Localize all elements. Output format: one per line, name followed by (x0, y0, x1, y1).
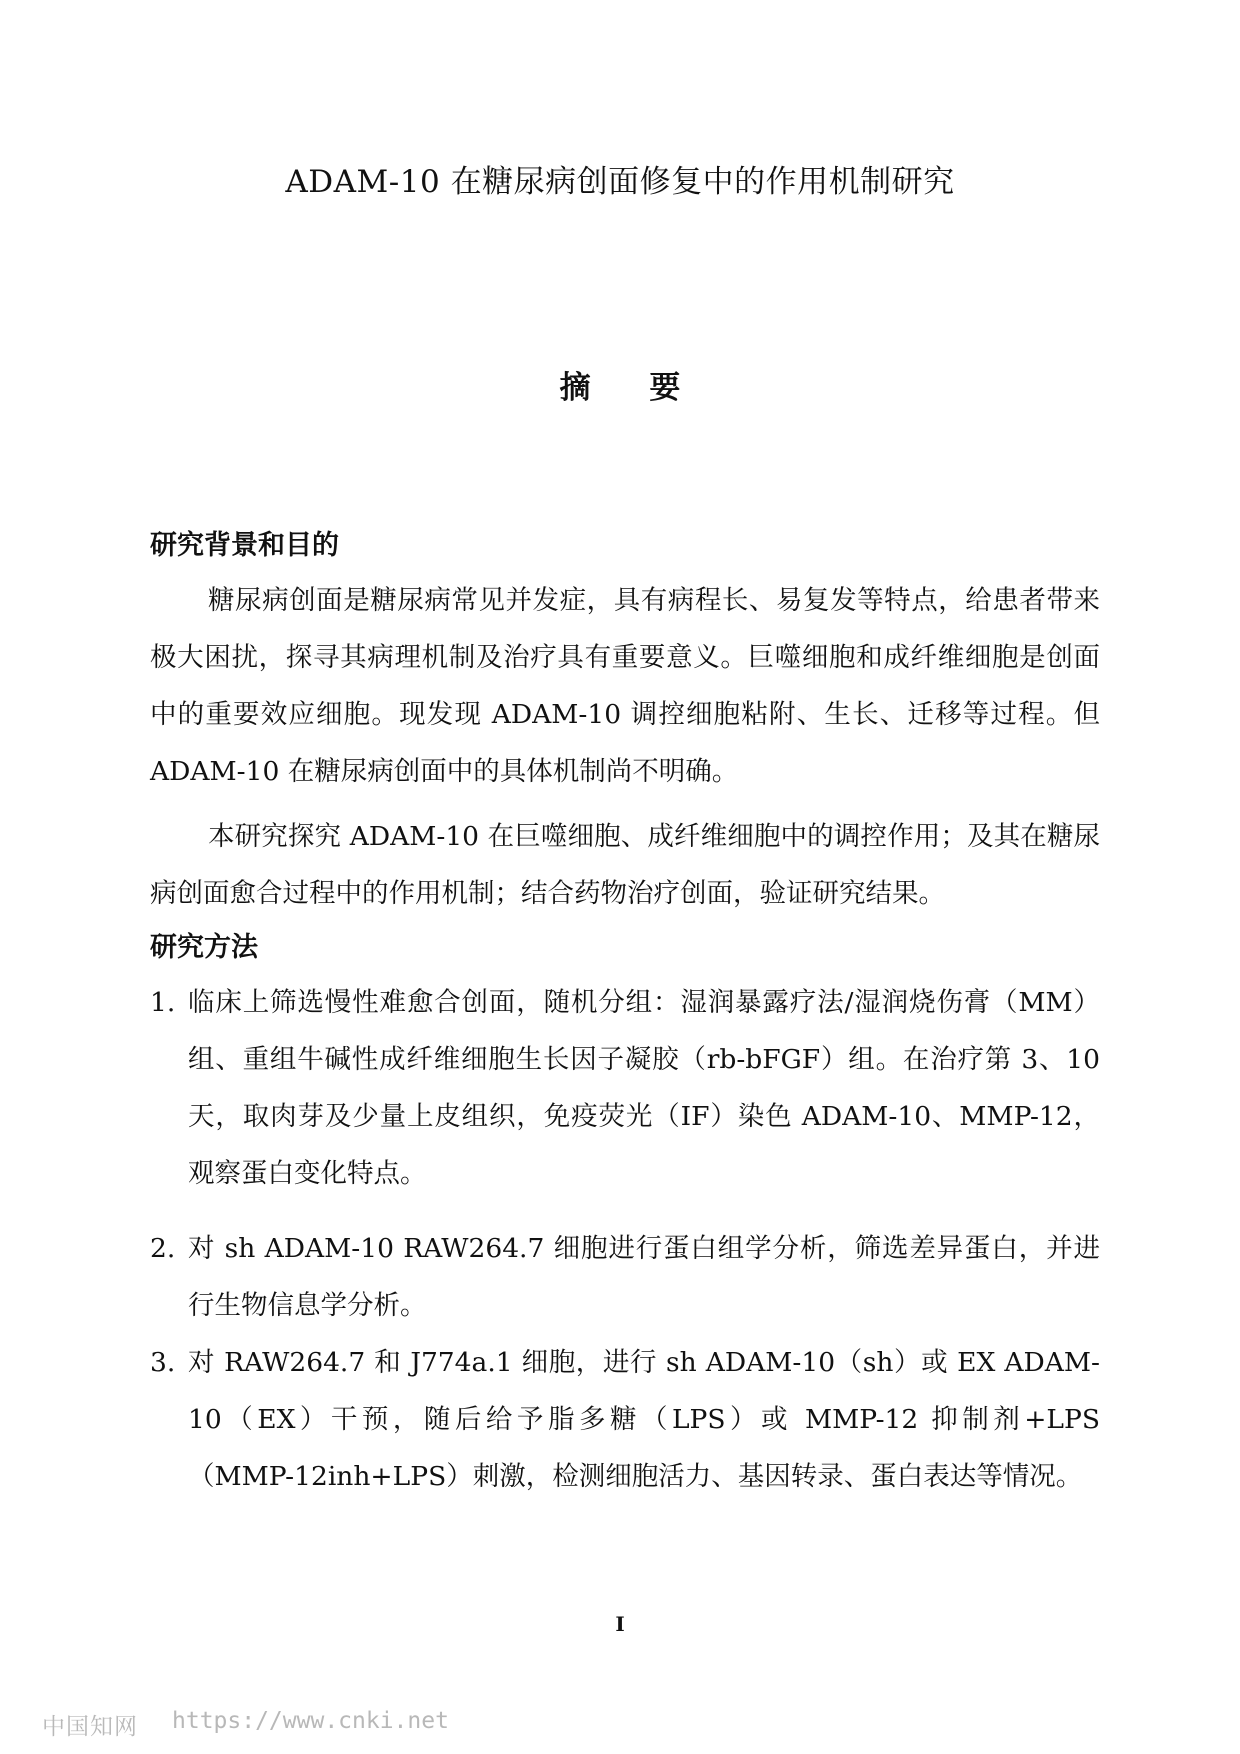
list-item (150, 1220, 1100, 1334)
abstract-heading: 摘 要 (559, 370, 705, 406)
list-item (150, 974, 1100, 1202)
list-item (150, 1334, 1100, 1505)
section-heading-methods: 研究方法 (150, 932, 258, 963)
abstract-body (150, 520, 1100, 1505)
list-item-text: 对 RAW264.7 和 J774a.1 细胞，进行 sh ADAM-10（sh）或 EX ADAM-10（EX）干预，随后给予脂多糖（LPS）或 MMP-12 抑制剂+LPS（MMP-12inh+LPS）刺激，检测细胞活力、基因转录、蛋白表达等情况。 (188, 1347, 1100, 1492)
cnki-watermark (42, 1708, 449, 1741)
background-paragraph: 糖尿病创面是糖尿病常见并发症，具有病程长、易复发等特点，给患者带来极大困扰，探寻其病理机制及治疗具有重要意义。巨噬细胞和成纤维细胞是创面中的重要效应细胞。现发现 ADAM-10 调控细胞粘附、生长、迁移等过程。但 ADAM-10 在糖尿病创面中的具体机制尚不明确。 (150, 585, 1100, 787)
list-item-number: 3. (150, 1347, 176, 1378)
list-item-text: 临床上筛选慢性难愈合创面，随机分组：湿润暴露疗法/湿润烧伤膏（MM）组、重组牛碱性成纤维细胞生长因子凝胶（rb-bFGF）组。在治疗第 3、10 天，取肉芽及少量上皮组织，免疫荧光（IF）染色 ADAM-10、MMP-12，观察蛋白变化特点。 (188, 987, 1100, 1189)
page-number: I (615, 1612, 625, 1636)
methods-list (150, 974, 1100, 1505)
objective-paragraph: 本研究探究 ADAM-10 在巨噬细胞、成纤维细胞中的调控作用；及其在糖尿病创面愈合过程中的作用机制；结合药物治疗创面，验证研究结果。 (150, 821, 1100, 909)
watermark-brand: 中国知网 (42, 1714, 138, 1740)
document-title: ADAM-10 在糖尿病创面修复中的作用机制研究 (285, 164, 955, 200)
section-heading-background: 研究背景和目的 (150, 530, 339, 561)
list-item-number: 2. (150, 1233, 176, 1264)
list-item-number: 1. (150, 987, 176, 1018)
watermark-url: https://www.cnki.net (172, 1708, 449, 1734)
list-item-text: 对 sh ADAM-10 RAW264.7 细胞进行蛋白组学分析，筛选差异蛋白，并进行生物信息学分析。 (188, 1233, 1100, 1321)
